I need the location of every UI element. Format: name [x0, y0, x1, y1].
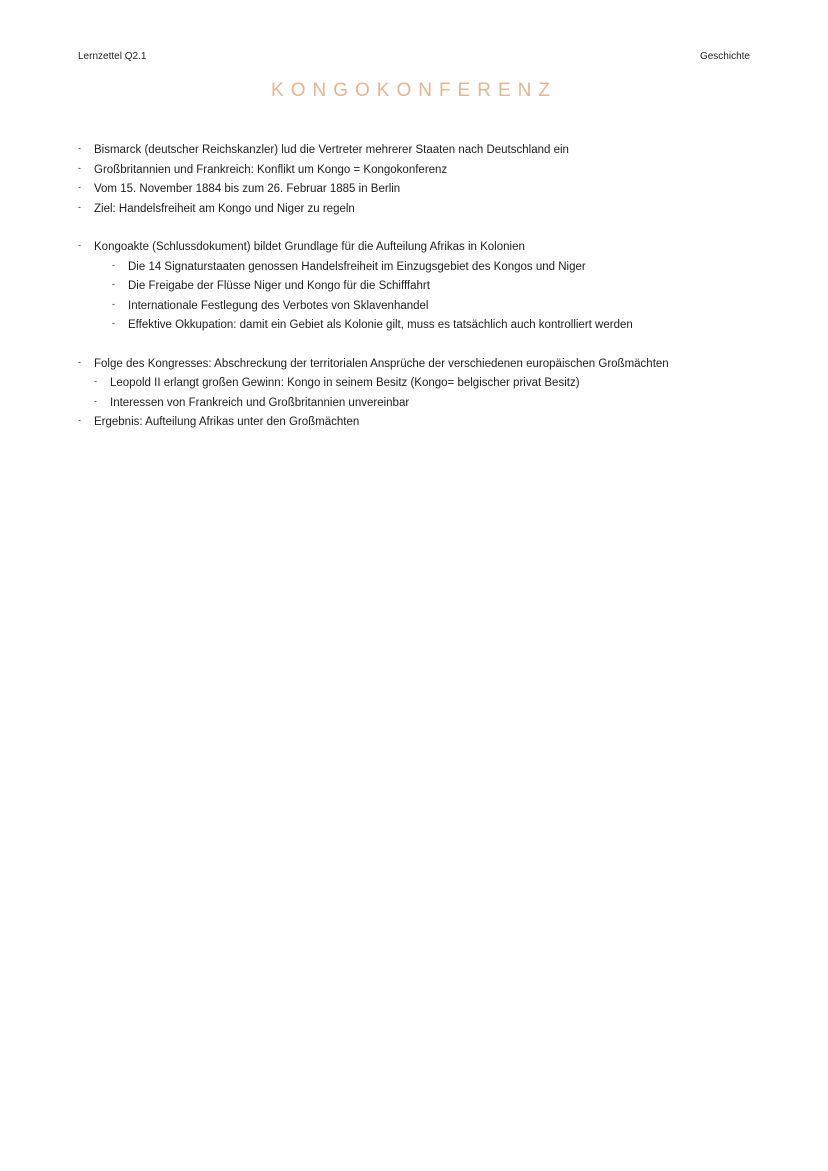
- bullet-dash-icon: -: [78, 201, 81, 212]
- list-item-text: Vom 15. November 1884 bis zum 26. Februar 1885 in Berlin: [94, 183, 401, 195]
- note-group-3: [78, 355, 758, 433]
- note-group-2: [78, 238, 758, 336]
- list-item: [78, 180, 758, 200]
- sub-list-item: [78, 394, 758, 414]
- sub-list-item: [78, 316, 758, 336]
- page-header: [78, 51, 750, 65]
- list-item: [78, 355, 758, 375]
- header-subject-label: Geschichte: [699, 51, 750, 62]
- bullet-dash-icon: -: [112, 259, 115, 270]
- sub-list-item-text: Internationale Festlegung des Verbotes von Sklavenhandel: [128, 299, 429, 312]
- sub-list-item-text: Leopold II erlangt großen Gewinn: Kongo in seinem Besitz (Kongo= belgischer privat Besitz): [110, 377, 580, 389]
- list-item-text: Folge des Kongresses: Abschreckung der territorialen Ansprüche der verschiedenen europäischen Großmächten: [94, 357, 669, 370]
- bullet-dash-icon: -: [78, 182, 81, 192]
- page-title: KONGOKONFERENZ: [271, 80, 557, 101]
- notes-list: [78, 141, 758, 452]
- bullet-dash-icon: -: [112, 298, 115, 309]
- list-item-text: Kongoakte (Schlussdokument) bildet Grundlage für die Aufteilung Afrikas in Kolonien: [94, 241, 525, 253]
- bullet-dash-icon: -: [78, 143, 81, 153]
- bullet-dash-icon: -: [78, 240, 81, 250]
- sub-list-item: [78, 374, 758, 394]
- sub-list-item-text: Die 14 Signaturstaaten genossen Handelsfreiheit im Einzugsgebiet des Kongos und Niger: [128, 260, 586, 273]
- sub-list-item: [78, 258, 758, 278]
- list-item-text: Großbritannien und Frankreich: Konflikt um Kongo = Kongokonferenz: [94, 163, 448, 176]
- list-item-text: Ergebnis: Aufteilung Afrikas unter den Großmächten: [94, 416, 360, 428]
- list-item: [78, 161, 758, 181]
- list-item: [78, 413, 758, 433]
- bullet-dash-icon: -: [78, 356, 81, 367]
- sub-list-item-text: Die Freigabe der Flüsse Niger und Kongo für die Schifffahrt: [128, 280, 430, 292]
- bullet-dash-icon: -: [112, 279, 115, 289]
- sub-list-item: [78, 297, 758, 317]
- sub-list-item-text: Interessen von Frankreich und Großbritannien unvereinbar: [110, 396, 410, 409]
- bullet-dash-icon: -: [112, 318, 115, 328]
- sub-list-item: [78, 277, 758, 297]
- bullet-dash-icon: -: [78, 162, 81, 173]
- list-item: [78, 238, 758, 258]
- bullet-dash-icon: -: [94, 395, 97, 406]
- bullet-dash-icon: -: [94, 376, 97, 386]
- header-course-label: Lernzettel Q2.1: [78, 51, 147, 62]
- bullet-dash-icon: -: [78, 415, 81, 425]
- sub-list-item-text: Effektive Okkupation: damit ein Gebiet als Kolonie gilt, muss es tatsächlich auch kontrolliert werden: [128, 319, 633, 331]
- list-item: [78, 141, 758, 161]
- list-item-text: Bismarck (deutscher Reichskanzler) lud die Vertreter mehrerer Staaten nach Deutschland ein: [94, 144, 569, 156]
- list-item: [78, 200, 758, 220]
- list-item-text: Ziel: Handelsfreiheit am Kongo und Niger zu regeln: [94, 202, 355, 215]
- note-group-1: [78, 141, 758, 219]
